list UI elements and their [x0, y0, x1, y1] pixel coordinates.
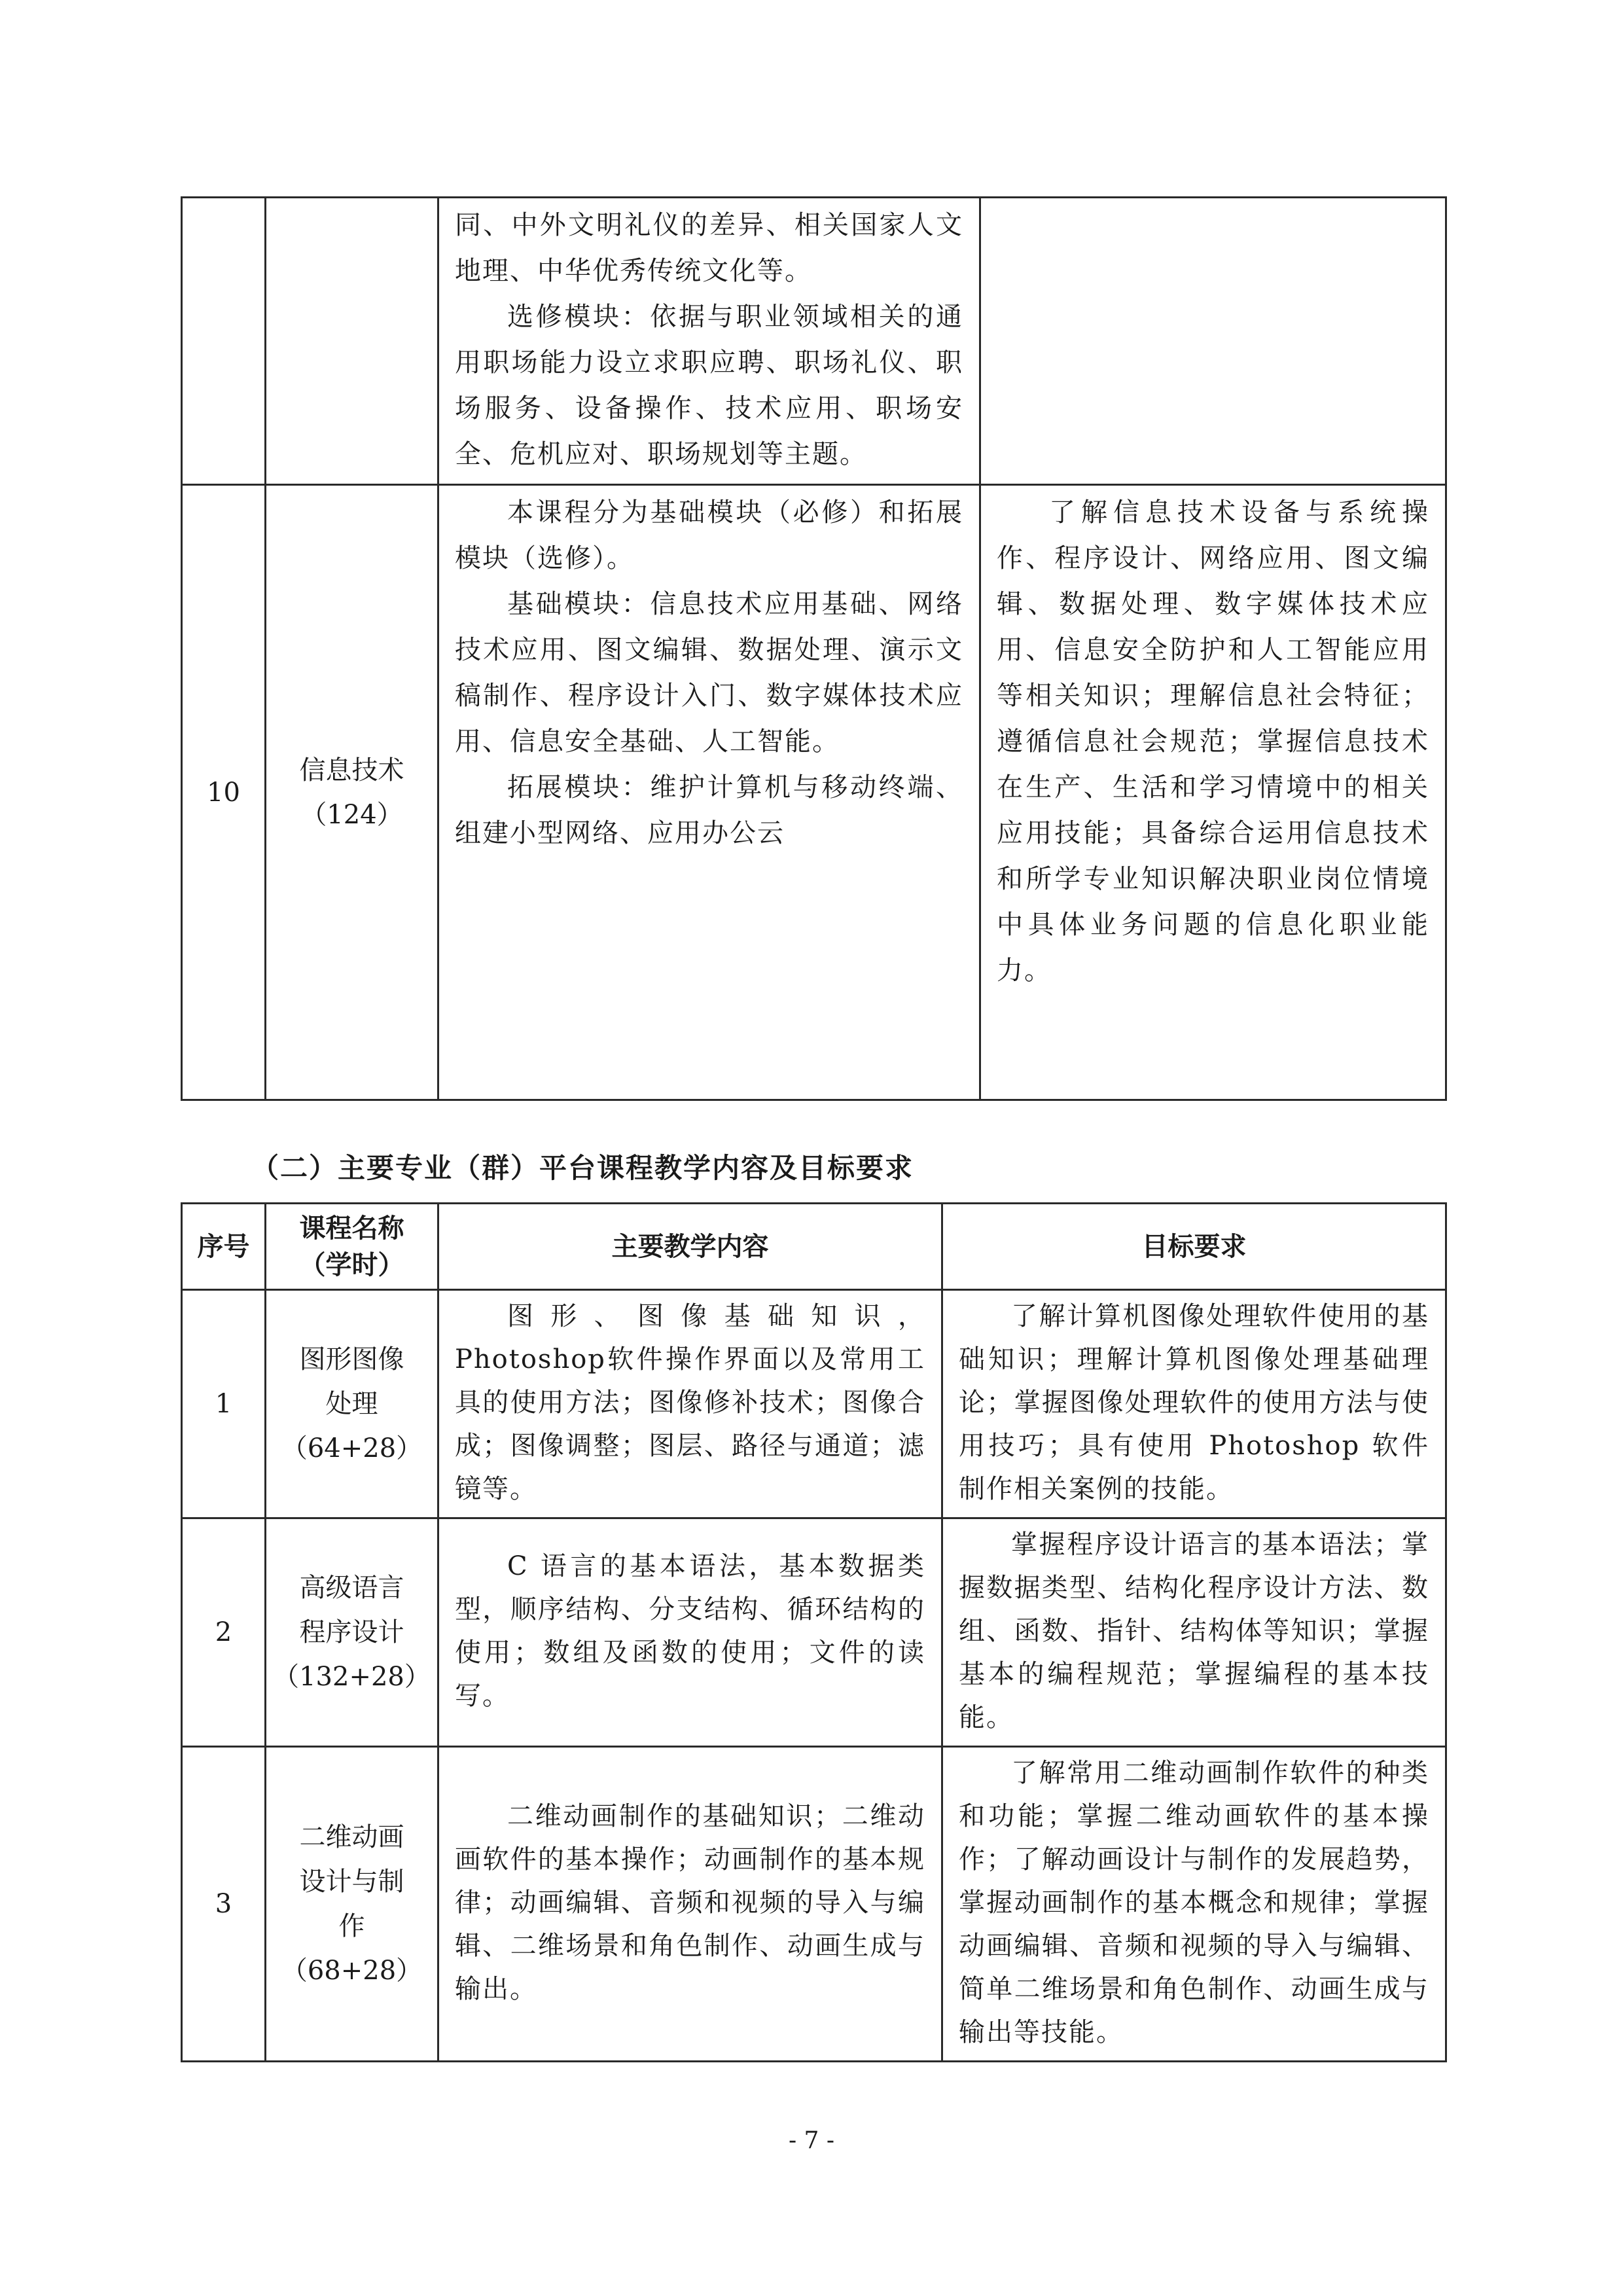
table-row — [182, 1518, 1446, 1747]
goal-cell — [942, 1747, 1446, 2062]
goal-paragraph: 了解计算机图像处理软件使用的基础知识；理解计算机图像处理基础理论；掌握图像处理软件的使用方法与使用技巧；具有使用 Photoshop 软件制作相关案例的技能。 — [959, 1301, 1429, 1504]
course-name: 信息技术 — [299, 755, 404, 785]
row-number-cell: 1 — [182, 1290, 266, 1518]
row-number-cell: 10 — [182, 485, 266, 1100]
goal-cell — [942, 1290, 1446, 1518]
course-name-cell — [266, 485, 438, 1100]
content-cell — [438, 1290, 942, 1518]
content-paragraph: 图形、图像基础知识，Photoshop软件操作界面以及常用工具的使用方法；图像修补技术；图像合成；图像调整；图层、路径与通道；滤镜等。 — [455, 1301, 925, 1504]
goal-cell — [980, 198, 1446, 485]
goal-paragraph: 掌握程序设计语言的基本语法；掌握数据类型、结构化程序设计方法、数组、函数、指针、结构体等知识；掌握基本的编程规范；掌握编程的基本技能。 — [959, 1530, 1429, 1732]
table-header-row — [182, 1204, 1446, 1290]
table-row — [182, 485, 1446, 1100]
header-no: 序号 — [182, 1204, 266, 1290]
goal-cell — [942, 1518, 1446, 1747]
content-paragraph: 基础模块：信息技术应用基础、网络技术应用、图文编辑、数据处理、演示文稿制作、程序设计入门、数字媒体技术应用、信息安全基础、人工智能。 — [455, 589, 963, 757]
content-paragraph: 选修模块：依据与职业领域相关的通用职场能力设立求职应聘、职场礼仪、职场服务、设备操作、技术应用、职场安全、危机应对、职场规划等主题。 — [455, 302, 963, 469]
goal-paragraph: 了解信息技术设备与系统操作、程序设计、网络应用、图文编辑、数据处理、数字媒体技术应用、信息安全防护和人工智能应用等相关知识；理解信息社会特征；遵循信息社会规范；掌握信息技术在生产、生活和学习情境中的相关应用技能；具备综合运用信息技术和所学专业知识解决职业岗位情境中具体业务问题的信息化职业能力。 — [997, 497, 1429, 986]
row-number-cell: 3 — [182, 1747, 266, 2062]
course-name-cell: 图形图像 处理 （64+28） — [266, 1290, 438, 1518]
section-title: （二）主要专业（群）平台课程教学内容及目标要求 — [251, 1152, 914, 1184]
course-name-cell: 二维动画 设计与制 作 （68+28） — [266, 1747, 438, 2062]
content-paragraph: 二维动画制作的基础知识；二维动画软件的基本操作；动画制作的基本规律；动画编辑、音频和视频的导入与编辑、二维场景和角色制作、动画生成与输出。 — [455, 1801, 925, 2004]
header-course: 课程名称 （学时） — [266, 1204, 438, 1290]
course-name-cell — [266, 198, 438, 485]
course-name-cell: 高级语言 程序设计 （132+28） — [266, 1518, 438, 1747]
row-number-cell: 2 — [182, 1518, 266, 1747]
platform-course-table — [181, 1202, 1447, 2062]
content-cell — [438, 1518, 942, 1747]
table-row — [182, 1747, 1446, 2062]
header-goal: 目标要求 — [942, 1204, 1446, 1290]
content-paragraph: 同、中外文明礼仪的差异、相关国家人文地理、中华优秀传统文化等。 — [455, 210, 963, 286]
header-content: 主要教学内容 — [438, 1204, 942, 1290]
content-paragraph: 本课程分为基础模块（必修）和拓展模块（选修）。 — [455, 497, 963, 573]
course-table-continued — [181, 196, 1447, 1101]
row-number-cell — [182, 198, 266, 485]
content-cell — [438, 485, 980, 1100]
course-hours: （124） — [300, 799, 403, 830]
goal-cell — [980, 485, 1446, 1100]
content-paragraph: 拓展模块：维护计算机与移动终端、组建小型网络、应用办公云 — [455, 772, 963, 848]
table-row — [182, 1290, 1446, 1518]
content-paragraph: C 语言的基本语法，基本数据类型，顺序结构、分支结构、循环结构的使用；数组及函数的使用；文件的读写。 — [455, 1551, 925, 1711]
page-number: - 7 - — [788, 2127, 835, 2154]
goal-paragraph: 了解常用二维动画制作软件的种类和功能；掌握二维动画软件的基本操作；了解动画设计与制作的发展趋势，掌握动画制作的基本概念和规律；掌握动画编辑、音频和视频的导入与编辑、简单二维场景和角色制作、动画生成与输出等技能。 — [959, 1758, 1429, 2047]
content-cell — [438, 1747, 942, 2062]
content-cell — [438, 198, 980, 485]
table-row — [182, 198, 1446, 485]
